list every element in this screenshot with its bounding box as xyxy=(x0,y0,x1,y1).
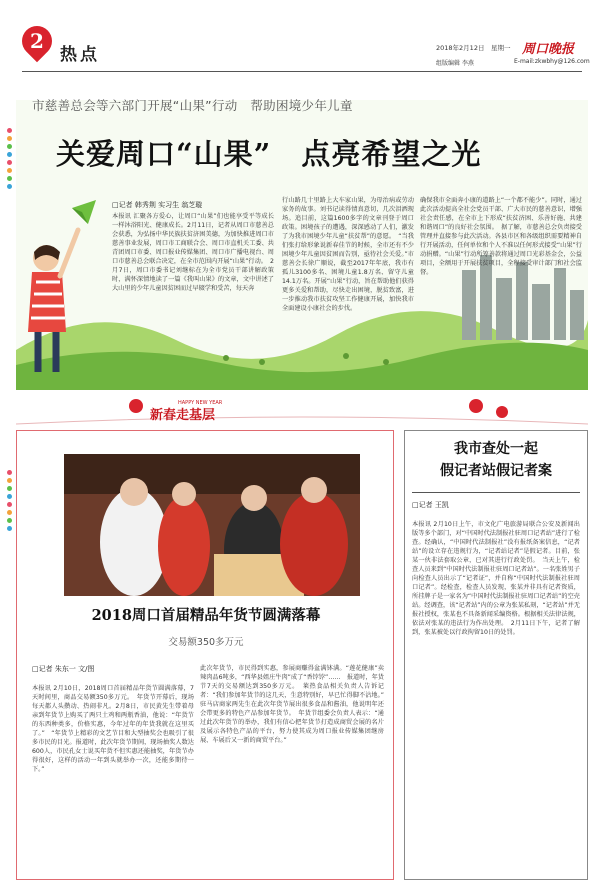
festival-label: 新春走基层 xyxy=(150,408,216,423)
story3-reporter: □记者 王凯 xyxy=(412,501,449,509)
lead-column-1: 本报讯 汇聚各方爱心，让周口“山果”们也能享受平等成长一样沐浴阳光、健康成长。2月11日，记者从周口市慈善总会获悉，为弘扬中华民族扶贫济困美德，为加快推进周口市慈善事业发展，周口市工商联合会、周口市直机关工委、共青团周口市委、周口报业传媒集团、周口市广播电视台、周口市慈善总会联合决定，在全市范围内开展“山果”行动。 2月7日，周口市委书记刘继标在为全市党员干部讲解政策时，满怀深情地读了一篇《我叫山果》的文章，文中讲述了大山里的少年儿童因贫困而过早辍学和受苦，每天奔 xyxy=(112,213,274,292)
story2-title: 2018周口首届精品年货节圆满落幕 xyxy=(91,607,321,624)
lead-column-2: 行山路几十里路上大车家山果，为母治病或劳动家务的故事。刘书记读得情真意切，几次泪洒现场。追目前，这篇1600多字的文章刊登于周口政策。困境孩子的遭遇，深深感动了人们，激发了为我市困境少年儿童“扶贫帮”的意愿。 “当我们张打给形象说新春佳节的时候，全市还有不少困境少年儿童因贫困而告别，亟待社会关爱。”市慈善会长徐广顺说，截至2017年年底，我市有孤儿3100多名、困境儿童1.8万名、留守儿童14.1万名。开展“山果”行动，旨在帮助他们获得更多关爱和帮助，尽快走出困境，脱贫致富，进一步推动我市扶贫攻坚工作健康开展，加快我市全面建设小康社会的步伐。 xyxy=(282,197,414,312)
editor-line: 组版编辑 李燕 xyxy=(436,60,474,67)
side-dots-bottom xyxy=(6,470,14,534)
story2-column-2: 此次年货节，市民得到实惠，参展商赚得盆满钵满。“莲花健康”卖辣肉品6吨多，“西华县姐庄牛肉”成了“香饽饽”…… 报道时，年货节7天的交易额达到350多万元。 莱热食品相关负责人告诉记者：“我们参加年货节的这几天，生意特别好，早已忙得脚不沾地。” 驻马店商家两先生在此次年货节展出很多食品和酱油，他说明年还会带更多的特色产品参加年货节。 年货节组委会负责人表示：“通过此次年货节的举办，我们有信心把年货节打造成商贸会展的名片及展示各特色产品的平台，努力使其成为周口报业传媒集团继房展、车展后又一新的商贸平台。” xyxy=(200,665,391,744)
story2-reporter: □记者 朱东一 文/图 xyxy=(32,665,95,673)
story3-title-line-2: 假记者站假记者案 xyxy=(440,463,552,479)
email-line: E-mail:zkwbhy@126.com xyxy=(514,58,590,65)
lead-column-3: 确保我市全面奔小康的道路上“一个都不能少”。同时，通过此次活动提高全社会党员干部、广大市民的慈善意识，增强社会责任感，在全市上下形成“扶贫济困、乐善好施、共建和谐周口”的良好社会氛围。 据了解，市慈善总会负责接受管理并直接参与此次活动。各县市区和各级组织需要精神自行开展活动，任何单位和个人不准以任何形式接受“山果”行动捐赠。“山果”行动所筹善款将通过周口光彩基金会，公益项目，全额用于开展扶贫项目，全程接受审计部门和社会监督。 xyxy=(420,197,582,276)
lead-headline: 关爱周口“山果” 点亮希望之光 xyxy=(56,137,482,171)
section-number: 2 xyxy=(30,29,44,53)
market-photo xyxy=(64,454,360,596)
story3-body: 本报讯 2月10日上午，市文化广电旅游局联合公安及新闻出版等多个部门，对“中国时代法制报社驻周口记者站”进行了检查。经确认，“中国时代法制报社”没有报纸备案信息，“记者站”的设立存在违规行为，“记者站记者”是假记者。目前，张某一伙非法套取公章，已对其进行行政处罚。 当天上午，检查人员来到“中国时代法制报社驻周口记者站”。一名张姓男子向检查人员出示了“记者证”，并自称“中国时代法制报社驻周口记者”。经检查，检查人员发现，张某并非具有记者资质，所挂牌子是一家名为“中国时代法制报社驻周口记者站”的空壳站。经调查，该“记者站”内的公章为张某私刻，“记者站”并无报社授权，张某也不具备新闻采编资格。根据相关法律法规，依法对张某的违法行为作出处理。 2月11日下午，记者了解到，张某被处以行政拘留10日的处罚。 xyxy=(412,521,580,636)
section-name: 热点 xyxy=(60,45,100,65)
story3-divider xyxy=(412,492,580,493)
date-line: 2018年2月12日 星期一 xyxy=(436,44,511,52)
story2-column-1: 本报讯 2月10日，2018周口首届精品年货节圆满落幕，7天时间里，商品交易额350多万元。 年货节开幕后，现场每天都人头攒动、热闹非凡。2月8日，市民黄先生带着母亲到年货节上购买了两只土鸡和两瓶香油，他说：“年货节的东西种类多，价格实惠，今年过年的年货我就在这里买了。” “年货节上精彩的文艺节目和大型抽奖会也吸引了很多市民的目光。报道时，此次年货节期间，现场抽奖人数达600人，市民孔女士说买年货不但实惠还能抽奖，年货节办得很好，这样的活动一年到头就举办一次，还能多期待一下。” xyxy=(32,685,194,773)
lead-subtitle: 市慈善总会等六部门开展“山果”行动 帮助困境少年儿童 xyxy=(32,98,353,113)
paper-logo: 周口晚报 xyxy=(522,42,575,57)
header-divider xyxy=(22,71,582,72)
story2-subtitle: 交易额350多万元 xyxy=(168,637,244,648)
side-dots-top xyxy=(6,128,14,192)
lead-reporter: □记者 韩秀荆 实习生 翁芝璇 xyxy=(112,201,203,209)
story3-title-line-1: 我市查处一起 xyxy=(454,441,538,457)
festival-english: HAPPY NEW YEAR xyxy=(178,400,223,406)
story3-box xyxy=(404,430,588,880)
